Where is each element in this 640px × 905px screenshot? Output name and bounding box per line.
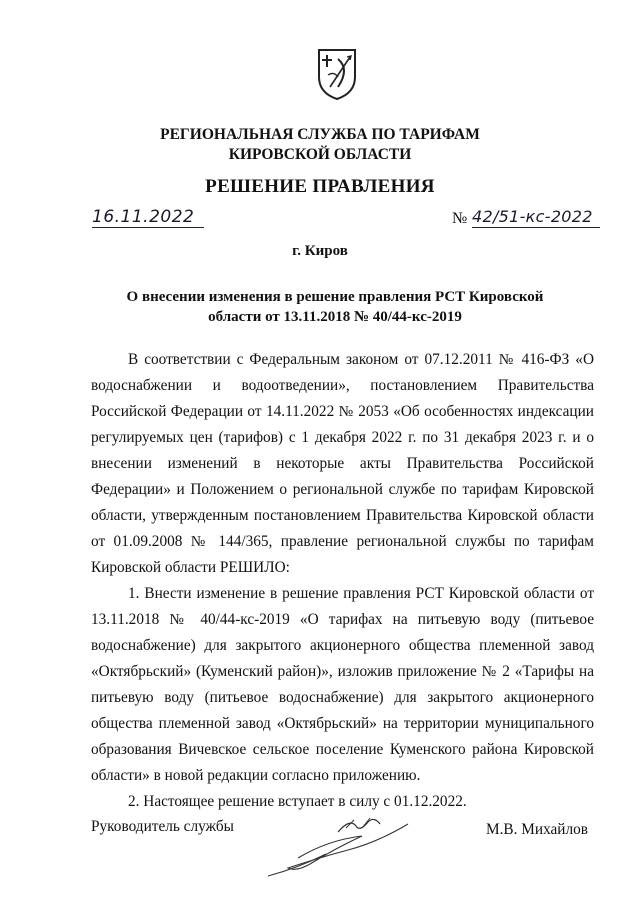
decision-body xyxy=(91,347,594,815)
decision-date: 16.11.2022 xyxy=(92,207,204,228)
decision-number: 42/51-кс-2022 xyxy=(472,207,600,228)
number-sign: № xyxy=(452,210,468,227)
document-type-title: РЕШЕНИЕ ПРАВЛЕНИЯ xyxy=(205,176,435,197)
organization-name-line1: РЕГИОНАЛЬНАЯ СЛУЖБА ПО ТАРИФАМ xyxy=(160,126,480,143)
signatory-role: Руководитель службы xyxy=(91,818,234,835)
city-line: г. Киров xyxy=(292,243,348,259)
handwritten-signature-icon xyxy=(258,806,418,880)
signatory-name: М.В. Михайлов xyxy=(486,821,588,838)
item-2-paragraph: 2. Настоящее решение вступает в силу с 01.12.2022. xyxy=(128,793,467,810)
organization-name-line2: КИРОВСКОЙ ОБЛАСТИ xyxy=(228,146,412,163)
preamble-paragraph: В соответствии с Федеральным законом от 07.12.2011 № 416-ФЗ «О водоснабжении и водоотведении», постановлением Правительства Российской Федерации от 14.11.2022 № 2053 «Об особенностях индексации регулируемых цен (тарифов) с 1 декабря 2022 г. по 31 декабря 2023 г. и о внесении изменений в некоторые акты Правительства Российской Федерации» и Положением о региональной службе по тарифам Кировской области, утвержденным постановлением Правительства Кировской области от 01.09.2008 № 144/365, правление региональной службы по тарифам Кировской области РЕШИЛО: xyxy=(91,351,594,576)
coat-of-arms-icon xyxy=(316,47,358,101)
decision-subject: О внесении изменения в решение правления РСТ Кировской области от 13.11.2018 № 40/44-кс-2019 xyxy=(126,289,544,325)
item-1-paragraph: 1. Внести изменение в решение правления РСТ Кировской области от 13.11.2018 № 40/44-кс-2019 «О тарифах на питьевую воду (питьевое водоснабжение) для закрытого акционерного общества племенной завод «Октябрьский» (Куменский район)», изложив приложение № 2 «Тарифы на питьевую воду (питьевое водоснабжение) для закрытого акционерного общества племенной завод «Октябрьский» на территории муниципального образования Вичевское сельское поселение Куменского района Кировской области» в новой редакции согласно приложению. xyxy=(91,585,594,784)
